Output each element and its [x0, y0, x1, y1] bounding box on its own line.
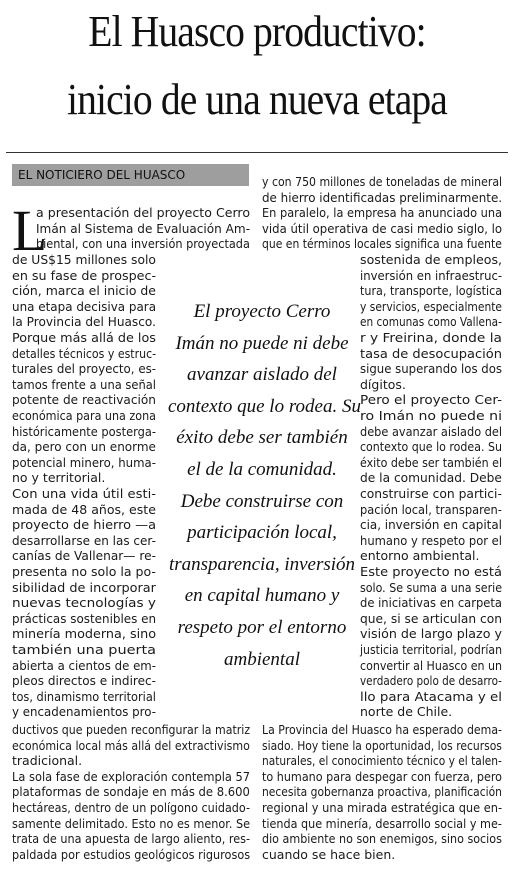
- text-line: abierta a cientos de em-: [12, 657, 157, 673]
- text-line: contexto que lo rodea. Su: [360, 439, 502, 455]
- text-line: canías de Vallenar— re-: [12, 548, 156, 564]
- text-line: nuevas tecnologías y: [12, 595, 156, 611]
- pull-quote-line: transparencia, inversión: [168, 553, 356, 575]
- text-line: pleos directos e indirec-: [12, 673, 156, 689]
- text-line: biental, con una inversión proyectada: [36, 236, 250, 252]
- text-line: naturales, el conocimiento técnico y el talen-: [262, 753, 502, 769]
- text-line: hectáreas, dentro de un polígono cuidado-: [12, 800, 251, 815]
- text-line: construirse con partici-: [360, 486, 502, 501]
- text-line: plataformas de sondaje en más de 8.600: [12, 784, 250, 800]
- headline-rule: [6, 152, 508, 153]
- text-line: Este proyecto no está: [360, 564, 502, 579]
- pull-quote: [168, 296, 361, 676]
- pull-quote-line: ambiental: [224, 648, 300, 670]
- text-line: de hierro identificadas preliminarmente.: [262, 189, 503, 205]
- text-line: que en términos locales significa una fuente: [262, 236, 502, 252]
- text-line: y servicios, especialmente: [360, 298, 503, 314]
- text-line: to humano para despegar con fuerza, pero: [262, 768, 503, 784]
- text-line: r y Freirina, donde la: [360, 330, 502, 345]
- section-label: EL NOTICIERO DEL HUASCO: [12, 164, 249, 186]
- text-line: verdadero polo de desarro-: [360, 673, 502, 689]
- text-line: tienda que minería, desarrollo social y me-: [262, 815, 502, 831]
- text-line: ductivos que pueden reconfigurar la matriz: [12, 722, 251, 737]
- text-line: que, si se articulan con: [360, 610, 503, 626]
- text-line: regional y una mirada estratégica que en-: [262, 800, 503, 815]
- text-line: Con una vida útil esti-: [12, 486, 157, 501]
- text-line: tamos frente a una señal: [12, 376, 156, 392]
- text-line: ro Imán no puede ni: [360, 408, 503, 423]
- text-line: la Provincia del Huasco.: [12, 314, 156, 330]
- text-line: La sola fase de exploración contempla 57: [12, 768, 251, 784]
- text-line: tura, transporte, logística: [360, 283, 503, 299]
- text-line: samente delimitado. Esto no es menor. Se: [12, 815, 251, 831]
- text-line: históricamente posterga-: [12, 423, 156, 439]
- text-line: trata de una apuesta de largo aliento, res-: [12, 831, 251, 847]
- headline-line-1: El Huasco productivo:: [88, 7, 426, 56]
- text-line: inversión en infraestruc-: [360, 267, 503, 283]
- text-line: prácticas sostenibles en: [12, 610, 157, 626]
- text-line: en comunas como Vallena-: [360, 314, 502, 330]
- text-line: norte de Chile.: [360, 704, 453, 720]
- text-line: potente de reactivación: [12, 392, 156, 408]
- text-line: de iniciativas en carpeta: [360, 595, 502, 611]
- pull-quote-line: éxito debe ser también: [176, 427, 348, 449]
- text-line: paldada por estudios geológicos rigurosos: [12, 846, 251, 862]
- text-line: proyecto de hierro —a: [12, 517, 157, 533]
- pull-quote-line: participación local,: [187, 522, 337, 544]
- text-line: justicia territorial, podrían: [360, 642, 503, 657]
- text-line: una etapa decisiva para: [12, 298, 157, 314]
- text-line: de la comunidad. Debe: [360, 470, 502, 486]
- text-line: también una puerta: [12, 642, 157, 657]
- text-line: pación local, transparen-: [360, 501, 502, 517]
- text-line: Porque más allá de los: [12, 330, 156, 345]
- text-line: turales del proyecto, es-: [12, 361, 157, 377]
- pull-quote-line: el de la comunidad.: [187, 459, 337, 480]
- text-line: económica local más allá del extractivismo: [12, 737, 250, 753]
- text-line: a presentación del proyecto Cerro: [36, 205, 251, 220]
- pull-quote-line: El proyecto Cerro: [193, 301, 331, 322]
- text-line: sigue superando los dos: [360, 361, 502, 377]
- text-line: potencial minero, huma-: [12, 454, 156, 470]
- pull-quote-line: avanzar aislado del: [187, 364, 337, 386]
- text-line: de US$15 millones solo: [12, 252, 156, 267]
- pull-quote-line: en capital humano y: [184, 585, 340, 607]
- pull-quote-line: respeto por el entorno: [177, 617, 347, 638]
- text-line: tos, dinamismo territorial: [12, 688, 156, 704]
- text-line: llo para Atacama y el: [360, 688, 502, 704]
- text-line: en su fase de prospec-: [12, 267, 157, 283]
- text-line: desarrollarse en las cer-: [12, 532, 156, 548]
- text-line: solo. Se suma a una serie: [360, 579, 503, 595]
- text-line: dígitos.: [360, 376, 406, 392]
- text-line: convertir al Huasco en un: [360, 657, 503, 673]
- text-line: y encadenamientos pro-: [12, 704, 156, 720]
- text-line: presenta no solo la po-: [12, 564, 156, 579]
- text-line: necesita gobernanza proactiva, planificación: [262, 784, 502, 800]
- text-line: debe avanzar aislado del: [360, 423, 503, 439]
- text-line: económica para una zona: [12, 408, 156, 423]
- drop-cap: L: [12, 198, 48, 263]
- text-line: vida útil operativa de casi medio siglo, lo: [262, 220, 503, 236]
- text-line: dio ambiente no son enemigos, sino socios: [262, 831, 502, 847]
- text-line: minería moderna, sino: [12, 626, 157, 642]
- text-line: detalles técnicos y estruc-: [12, 345, 157, 361]
- text-line: cuando se hace bien.: [262, 846, 396, 862]
- text-line: La Provincia del Huasco ha esperado dema-: [262, 722, 502, 737]
- text-line: Pero el proyecto Cer-: [360, 392, 502, 408]
- headline-line-2: inicio de una nueva etapa: [67, 75, 447, 124]
- text-line: siado. Hoy tiene la oportunidad, los recursos: [262, 737, 502, 753]
- text-line: En paralelo, la empresa ha anunciado una: [262, 205, 503, 221]
- text-line: visión de largo plazo y: [360, 626, 502, 642]
- text-line: tradicional.: [12, 753, 83, 769]
- text-line: entorno ambiental.: [360, 548, 480, 564]
- text-line: sostenida de empleos,: [360, 252, 503, 267]
- text-line: ción, marca el inicio de: [12, 283, 156, 299]
- text-line: y con 750 millones de toneladas de mineral: [262, 174, 503, 189]
- text-line: sibilidad de incorporar: [12, 579, 156, 595]
- text-line: humano y respeto por el: [360, 532, 502, 548]
- text-line: tasa de desocupación: [360, 345, 502, 361]
- text-line: no y territorial.: [12, 470, 106, 486]
- text-line: Imán al Sistema de Evaluación Am-: [36, 220, 251, 236]
- text-line: da, pero con un enorme: [12, 439, 156, 455]
- text-line: éxito debe ser también el: [360, 454, 503, 470]
- text-line: cia, inversión en capital: [360, 517, 502, 533]
- pull-quote-line: Debe construirse con: [180, 490, 344, 512]
- pull-quote-line: Imán no puede ni debe: [175, 332, 349, 354]
- pull-quote-line: contexto que lo rodea. Su: [168, 395, 361, 417]
- text-line: mada de 48 años, este: [12, 501, 156, 517]
